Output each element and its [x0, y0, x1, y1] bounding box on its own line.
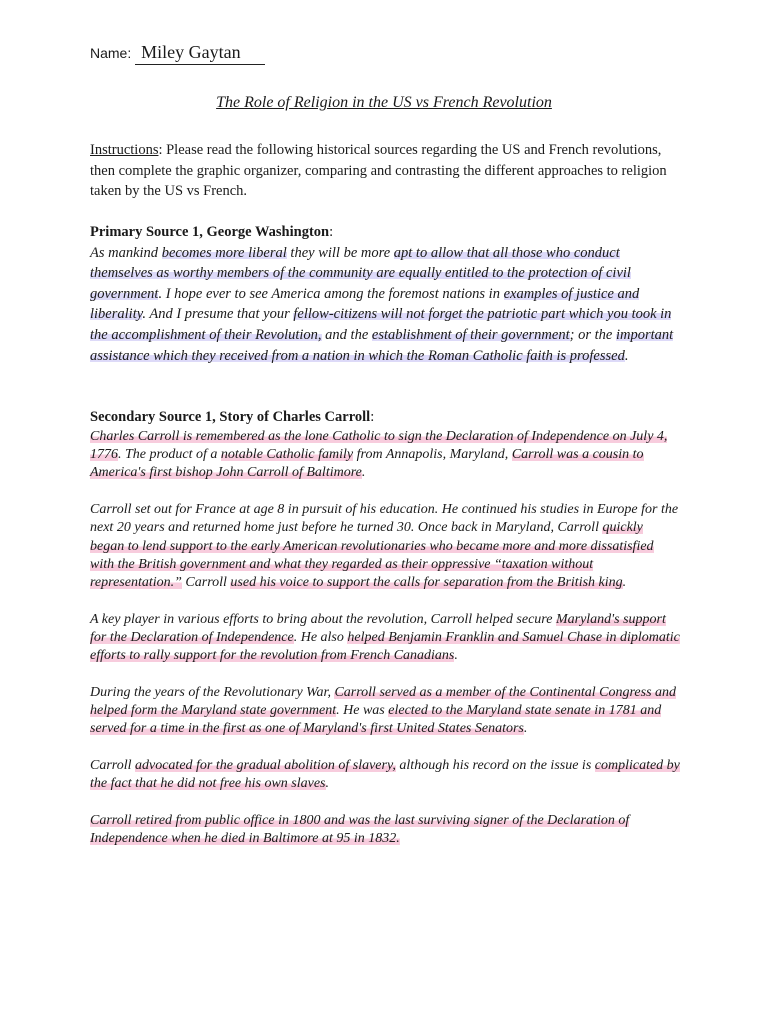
text-segment: Carroll [181, 574, 231, 590]
highlighted-text: fellow-citizens will not forget the patriotic part which you took in the accomplishment of their Revolution, [90, 306, 672, 343]
carroll-paragraph [90, 757, 680, 793]
carroll-paragraph [90, 611, 680, 666]
text-segment: A key player in various efforts to bring about the revolution, Carroll helped secure [90, 611, 556, 627]
document-title: The Role of Religion in the US vs French Revolution [216, 94, 552, 111]
secondary-source-section [90, 407, 680, 867]
highlighted-text: quickly began to lend support to the early American revolutionaries who became more and more dissatisfied with the British government and what they regarded as their oppressive “taxation without representation.” [90, 520, 654, 590]
carroll-paragraph [90, 684, 680, 739]
text-segment: During the years of the Revolutionary War, [90, 684, 335, 700]
highlighted-text: complicated by the fact that he did not free his own slaves [90, 757, 680, 792]
text-segment: ; or the [569, 326, 616, 343]
text-segment: . [361, 465, 366, 481]
text-segment: . I hope ever to see America among the foremost nations in [158, 285, 504, 302]
highlighted-text: Carroll retired from public office in 1800 and was the last surviving signer of the Declaration of Independence when he died in Baltimore at 95 in 1832. [90, 812, 630, 846]
highlighted-text: important assistance which they received from a nation in which the Roman Catholic faith is professed [90, 326, 674, 364]
text-segment: . The product of a [118, 447, 221, 463]
student-name: Miley Gaytan [135, 42, 265, 65]
text-segment: . [454, 648, 458, 664]
highlighted-text: advocated for the gradual abolition of slavery, [135, 757, 396, 773]
instructions [90, 140, 680, 202]
text-segment: Carroll set out for France at age 8 in pursuit of his education. He continued his studies in Europe for the next 20 years and returned home just before he turned 30. Once back in Maryland, Carroll [90, 502, 679, 536]
highlighted-text: Carroll was a cousin to America's first bishop John Carroll of Baltimore [90, 447, 644, 481]
secondary-source-heading: Secondary Source 1, Story of Charles Carroll: [90, 409, 375, 425]
text-segment: As mankind [90, 244, 162, 261]
text-segment: . [523, 721, 528, 737]
text-segment: from Annapolis, Maryland, [353, 447, 512, 463]
text-segment: . [622, 574, 627, 590]
instructions-text: : Please read the following historical sources regarding the US and French revolutions, then complete the graphic organizer, comparing and contrasting the different approaches to religion taken by the US vs French. [90, 142, 667, 199]
text-segment: . [624, 347, 629, 364]
highlighted-text: Carroll served as a member of the Continental Congress and helped form the Maryland state government [90, 684, 677, 718]
text-segment: they will be more [286, 244, 394, 261]
highlighted-text: becomes more liberal [161, 244, 287, 261]
highlighted-text: used his voice to support the calls for separation from the British king [230, 574, 623, 590]
highlighted-text: elected to the Maryland state senate in 1781 and served for a time in the first as one of Maryland's first United States Senators [90, 702, 662, 737]
highlighted-text: helped Benjamin Franklin and Samuel Chase in diplomatic efforts to rally support for the revolution from French Canadians [90, 629, 680, 664]
highlighted-text: establishment of their government [371, 326, 570, 343]
primary-source-section [90, 222, 680, 366]
highlighted-text: apt to allow that all those who conduct themselves as worthy members of the community are equally entitled to the protection of civil government [90, 244, 631, 302]
carroll-story [90, 428, 680, 848]
washington-quote [90, 243, 680, 367]
highlighted-text: Charles Carroll is remembered as the lone Catholic to sign the Declaration of Independence on July 4, 1776 [90, 429, 668, 463]
instructions-label: Instructions [90, 142, 159, 158]
text-segment: although his record on the issue is [395, 757, 595, 773]
text-segment: . [325, 776, 330, 792]
highlighted-text: Maryland's support for the Declaration of Independence [90, 611, 666, 645]
carroll-paragraph [90, 428, 680, 483]
text-segment: Carroll [90, 757, 135, 773]
text-segment: . He also [293, 629, 348, 645]
carroll-paragraph [90, 812, 680, 848]
text-segment: and the [321, 326, 372, 343]
text-segment: . He was [336, 702, 389, 718]
carroll-paragraph [90, 501, 680, 592]
text-segment: . And I presume that your [142, 306, 294, 323]
highlighted-text: examples of justice and liberality [90, 285, 640, 323]
highlighted-text: notable Catholic family [220, 447, 354, 463]
name-line [90, 42, 265, 65]
name-label: Name: [90, 45, 132, 61]
primary-source-heading: Primary Source 1, George Washington: [90, 224, 334, 240]
